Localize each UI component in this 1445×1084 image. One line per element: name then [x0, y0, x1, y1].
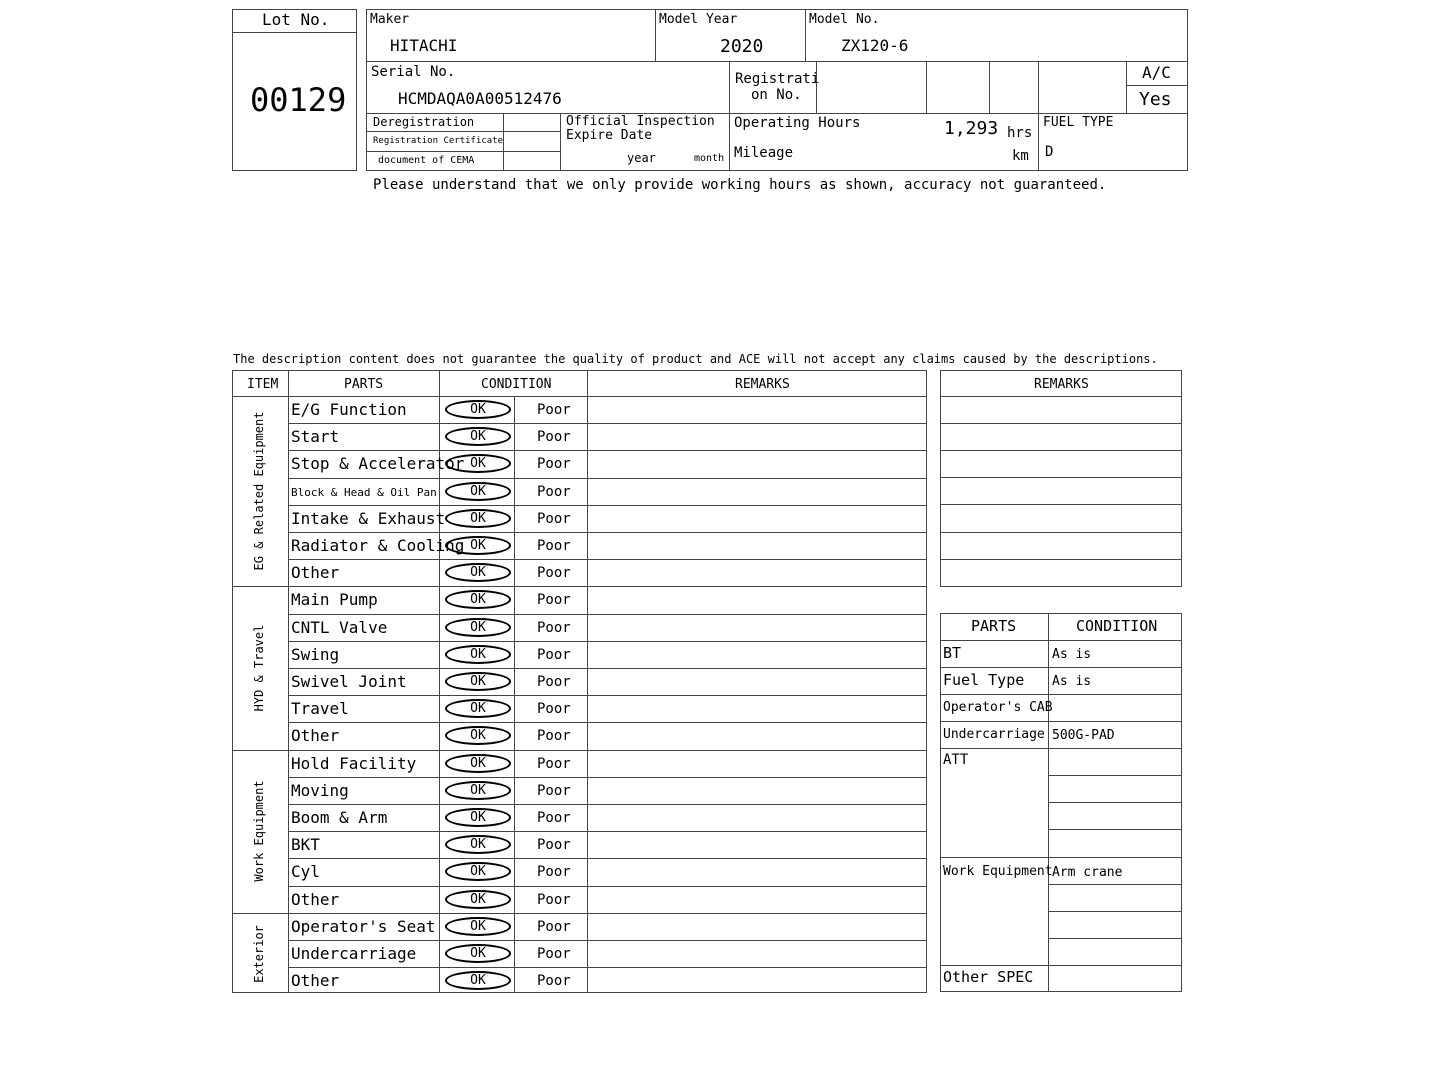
model-year-value: 2020 — [720, 36, 764, 57]
spec-bt-label: BT — [943, 644, 962, 662]
serial-value: HCMDAQA0A00512476 — [398, 89, 562, 108]
part-name: Stop & Accelerator — [291, 454, 465, 473]
part-name: Swing — [291, 645, 340, 664]
condition-header: CONDITION — [481, 377, 552, 392]
part-name: Undercarriage — [291, 944, 417, 963]
cema-document-label: document of CEMA — [378, 155, 475, 166]
remarks-header: REMARKS — [735, 377, 790, 392]
item-header: ITEM — [247, 377, 279, 392]
remarks-cell[interactable] — [588, 424, 926, 449]
remarks-cell[interactable] — [588, 669, 926, 694]
spec-parts-header: PARTS — [971, 617, 1017, 635]
spec-work-label: Work Equipment — [943, 864, 1053, 879]
ac-value: Yes — [1139, 89, 1172, 110]
part-name: Hold Facility — [291, 754, 417, 773]
model-year-label: Model Year — [659, 12, 738, 27]
remarks-cell[interactable] — [588, 533, 926, 558]
registration-label-2: on No. — [751, 87, 802, 103]
remarks-cell[interactable] — [588, 723, 926, 748]
spec-other-label: Other SPEC — [943, 968, 1034, 986]
ok-option[interactable]: OK — [445, 835, 511, 854]
remarks-cell[interactable] — [588, 751, 926, 776]
poor-option[interactable]: Poor — [537, 511, 571, 527]
expire-date-label: Expire Date — [566, 128, 653, 143]
part-name: Radiator & Cooling — [291, 536, 465, 555]
part-name: Main Pump — [291, 590, 378, 609]
ok-option[interactable]: OK — [445, 726, 511, 745]
remarks-cell[interactable] — [588, 560, 926, 585]
registration-label: Registrati — [735, 71, 820, 87]
ok-option[interactable]: OK — [445, 754, 511, 773]
poor-option[interactable]: Poor — [537, 429, 571, 445]
poor-option[interactable]: Poor — [537, 484, 571, 500]
spec-work-value: Arm crane — [1052, 865, 1123, 880]
ok-option[interactable]: OK — [445, 509, 511, 528]
ok-option[interactable]: OK — [445, 618, 511, 637]
ok-option[interactable]: OK — [445, 808, 511, 827]
ac-label: A/C — [1142, 63, 1171, 82]
ok-option[interactable]: OK — [445, 917, 511, 936]
remarks-cell[interactable] — [588, 805, 926, 830]
spec-cab-label: Operator's CAB — [943, 700, 1053, 715]
side-remarks-header: REMARKS — [1034, 377, 1089, 392]
poor-option[interactable]: Poor — [537, 864, 571, 880]
poor-option[interactable]: Poor — [537, 456, 571, 472]
poor-option[interactable]: Poor — [537, 919, 571, 935]
registration-certificate-label: Registration Certificate — [373, 136, 504, 146]
remarks-cell[interactable] — [588, 832, 926, 857]
poor-option[interactable]: Poor — [537, 402, 571, 418]
ok-option[interactable]: OK — [445, 590, 511, 609]
part-name: Other — [291, 563, 340, 582]
poor-option[interactable]: Poor — [537, 783, 571, 799]
ok-option[interactable]: OK — [445, 971, 511, 990]
year-label: year — [627, 151, 656, 165]
ok-option[interactable]: OK — [445, 400, 511, 419]
poor-option[interactable]: Poor — [537, 892, 571, 908]
lot-number: 00129 — [250, 81, 347, 119]
remarks-cell[interactable] — [588, 941, 926, 966]
remarks-cell[interactable] — [588, 397, 926, 422]
poor-option[interactable]: Poor — [537, 701, 571, 717]
remarks-cell[interactable] — [588, 451, 926, 476]
ok-option[interactable]: OK — [445, 672, 511, 691]
lot-label: Lot No. — [262, 10, 330, 29]
poor-option[interactable]: Poor — [537, 810, 571, 826]
item-group-label: HYD & Travel — [252, 624, 266, 712]
part-name: Moving — [291, 781, 349, 800]
poor-option[interactable]: Poor — [537, 620, 571, 636]
ok-option[interactable]: OK — [445, 536, 511, 555]
model-no-label: Model No. — [809, 12, 880, 27]
remarks-cell[interactable] — [588, 914, 926, 939]
mileage-label: Mileage — [734, 145, 794, 161]
deregistration-label: Deregistration — [373, 115, 475, 129]
poor-option[interactable]: Poor — [537, 728, 571, 744]
poor-option[interactable]: Poor — [537, 647, 571, 663]
poor-option[interactable]: Poor — [537, 837, 571, 853]
ok-option[interactable]: OK — [445, 890, 511, 909]
item-group-label: EG & Related Equipment — [252, 411, 266, 571]
part-name: Swivel Joint — [291, 672, 407, 691]
ok-option[interactable]: OK — [445, 563, 511, 582]
ok-option[interactable]: OK — [445, 862, 511, 881]
poor-option[interactable]: Poor — [537, 538, 571, 554]
poor-option[interactable]: Poor — [537, 946, 571, 962]
remarks-cell[interactable] — [588, 968, 926, 993]
part-name: E/G Function — [291, 400, 407, 419]
ok-option[interactable]: OK — [445, 781, 511, 800]
serial-label: Serial No. — [371, 64, 456, 80]
spec-bt-value: As is — [1052, 647, 1092, 662]
part-name: Operator's Seat — [291, 917, 436, 936]
description-disclaimer: The description content does not guarantee the quality of product and ACE will not accept any claims caused by the descriptions. — [233, 352, 1158, 366]
poor-option[interactable]: Poor — [537, 674, 571, 690]
remarks-cell[interactable] — [588, 887, 926, 912]
model-no-value: ZX120-6 — [841, 36, 909, 55]
remarks-cell[interactable] — [588, 615, 926, 640]
inspection-label: Official Inspection — [566, 114, 715, 129]
part-name: Start — [291, 427, 340, 446]
ok-option[interactable]: OK — [445, 454, 511, 473]
remarks-cell[interactable] — [588, 479, 926, 504]
part-name: Other — [291, 726, 340, 745]
spec-undercarriage-label: Undercarriage — [943, 727, 1045, 742]
part-name: CNTL Valve — [291, 618, 388, 637]
part-name: Travel — [291, 699, 349, 718]
fuel-type-value: D — [1045, 144, 1054, 160]
hours-disclaimer: Please understand that we only provide working hours as shown, accuracy not guaranteed. — [373, 177, 1107, 193]
ok-option[interactable]: OK — [445, 645, 511, 664]
spec-fuel-label: Fuel Type — [943, 671, 1025, 689]
ok-option[interactable]: OK — [445, 944, 511, 963]
remarks-cell[interactable] — [588, 778, 926, 803]
part-name: BKT — [291, 835, 320, 854]
operating-hours-value: 1,293 — [944, 118, 999, 139]
poor-option[interactable]: Poor — [537, 756, 571, 772]
operating-hours-label: Operating Hours — [734, 115, 861, 131]
part-name: Cyl — [291, 862, 320, 881]
ok-option[interactable]: OK — [445, 699, 511, 718]
parts-header: PARTS — [344, 377, 384, 392]
poor-option[interactable]: Poor — [537, 565, 571, 581]
poor-option[interactable]: Poor — [537, 973, 571, 989]
month-label: month — [694, 153, 725, 164]
item-group-label: Work Equipment — [252, 780, 266, 882]
remarks-cell[interactable] — [588, 696, 926, 721]
remarks-cell[interactable] — [588, 859, 926, 884]
spec-fuel-value: As is — [1052, 674, 1092, 689]
part-name: Intake & Exhaust — [291, 509, 446, 528]
part-name: Other — [291, 890, 340, 909]
remarks-cell[interactable] — [588, 506, 926, 531]
remarks-cell[interactable] — [588, 642, 926, 667]
remarks-cell[interactable] — [588, 587, 926, 612]
ok-option[interactable]: OK — [445, 427, 511, 446]
part-name: Boom & Arm — [291, 808, 388, 827]
maker-label: Maker — [370, 12, 410, 27]
hrs-unit: hrs — [1007, 125, 1033, 141]
km-unit: km — [1012, 148, 1029, 164]
item-group-label: Exterior — [252, 925, 266, 983]
part-name: Block & Head & Oil Pan — [291, 486, 437, 499]
maker-value: HITACHI — [390, 36, 458, 55]
part-name: Other — [291, 971, 340, 990]
spec-att-label: ATT — [943, 752, 969, 768]
ok-option[interactable]: OK — [445, 482, 511, 501]
fuel-type-label: FUEL TYPE — [1043, 115, 1114, 130]
spec-undercarriage-value: 500G-PAD — [1052, 728, 1115, 743]
spec-condition-header: CONDITION — [1076, 617, 1158, 635]
poor-option[interactable]: Poor — [537, 592, 571, 608]
